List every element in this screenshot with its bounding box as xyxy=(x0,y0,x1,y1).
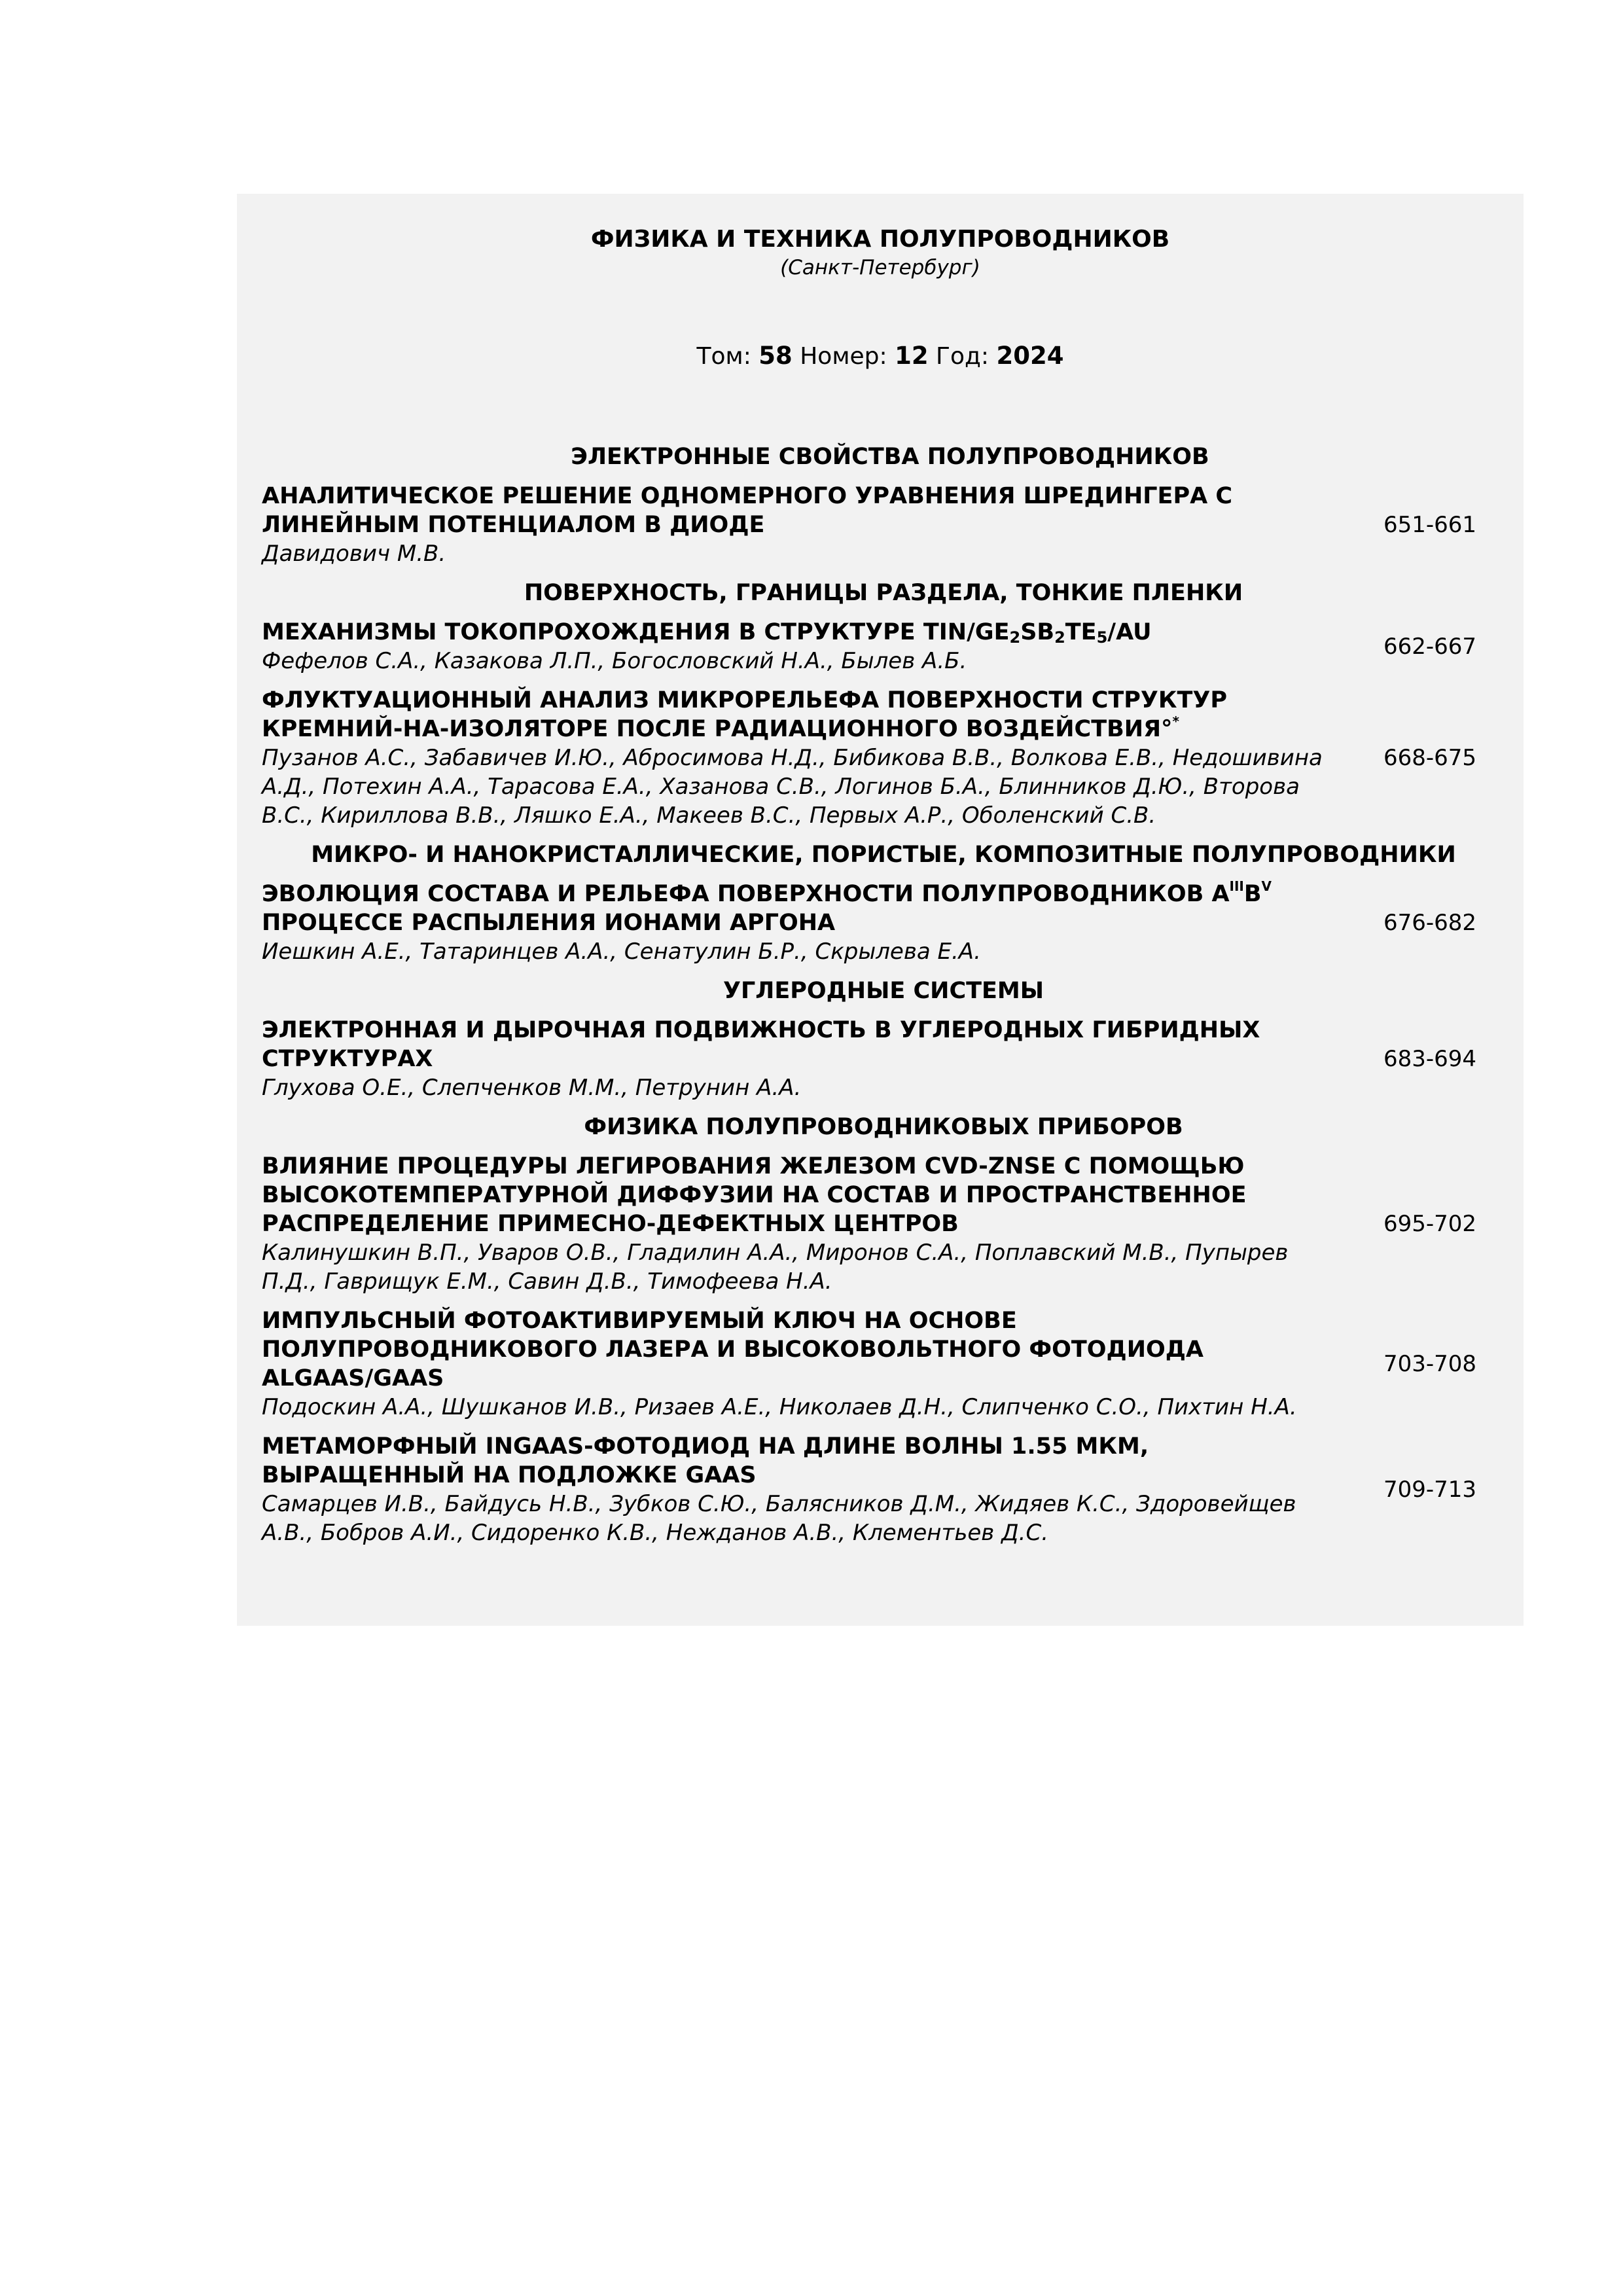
article-entry xyxy=(262,880,1505,966)
article-title[interactable]: ФЛУКТУАЦИОННЫЙ АНАЛИЗ МИКРОРЕЛЬЕФА ПОВЕРХНОСТИ СТРУКТУР КРЕМНИЙ-НА-ИЗОЛЯТОРЕ ПОСЛЕ РАДИАЦИОННОГО ВОЗДЕЙСТВИЯ°* xyxy=(262,687,1228,742)
year-value: 2024 xyxy=(996,342,1064,370)
article-entry xyxy=(262,1306,1505,1422)
article-pages: 709-713 xyxy=(1383,1477,1477,1503)
article-pages: 668-675 xyxy=(1383,745,1477,771)
article-pages: 695-702 xyxy=(1383,1211,1477,1237)
article-authors: Давидович М.В. xyxy=(262,541,446,567)
article-entry xyxy=(262,1432,1505,1547)
article-title[interactable]: МЕХАНИЗМЫ ТОКОПРОХОЖДЕНИЯ В СТРУКТУРЕ TIN/$GE_2SB_2TE_5/AU$ xyxy=(262,619,1152,647)
article-entry xyxy=(262,482,1505,568)
article-entry xyxy=(262,686,1505,830)
article-authors: Калинушкин В.П., Уваров О.В., Гладилин А.А., Миронов С.А., Поплавский М.В., Пупырев П.Д., Гаврищук Е.М., Савин Д.В., Тимофеева Н.А. xyxy=(262,1240,1289,1295)
article-entry xyxy=(262,1016,1505,1102)
section-heading: ФИЗИКА ПОЛУПРОВОДНИКОВЫХ ПРИБОРОВ xyxy=(584,1114,1183,1140)
article-title[interactable]: МЕТАМОРФНЫЙ INGAAS-ФОТОДИОД НА ДЛИНЕ ВОЛНЫ 1.55 МКМ, ВЫРАЩЕННЫЙ НА ПОДЛОЖКЕ GAAS xyxy=(262,1433,1149,1488)
journal-city: (Санкт-Петербург) xyxy=(780,256,980,279)
article-authors: Подоскин А.А., Шушканов И.В., Ризаев А.Е., Николаев Д.Н., Слипченко С.О., Пихтин Н.А. xyxy=(262,1394,1297,1420)
section-heading: МИКРО- И НАНОКРИСТАЛЛИЧЕСКИЕ, ПОРИСТЫЕ, КОМПОЗИТНЫЕ ПОЛУПРОВОДНИКИ xyxy=(311,842,1456,868)
table-of-contents xyxy=(262,442,1505,1558)
article-authors: Иешкин А.Е., Татаринцев А.А., Сенатулин Б.Р., Скрылева Е.А. xyxy=(262,939,981,965)
article-authors: Пузанов А.С., Забавичев И.Ю., Абросимова Н.Д., Бибикова В.В., Волкова Е.В., Недошивина А.Д., Потехин А.А., Тарасова Е.А., Хазанова С.В., Логинов Б.А., Блинников Д.Ю., Второва В.С., Кириллова В.В., Ляшко Е.А., Макеев В.С., Первых А.Р., Оболенский С.В. xyxy=(262,745,1323,829)
article-entry xyxy=(262,1152,1505,1296)
year-label: Год: xyxy=(936,343,990,370)
article-pages: 703-708 xyxy=(1383,1351,1477,1377)
journal-title: ФИЗИКА И ТЕХНИКА ПОЛУПРОВОДНИКОВ xyxy=(590,226,1170,253)
article-pages: 662-667 xyxy=(1383,634,1477,660)
issue-contents-panel xyxy=(237,194,1524,1626)
number-value: 12 xyxy=(895,342,929,370)
article-title[interactable]: ЭВОЛЮЦИЯ СОСТАВА И РЕЛЬЕФА ПОВЕРХНОСТИ ПОЛУПРОВОДНИКОВ $A^{III}B^V$ ПРОЦЕССЕ РАСПЫЛЕНИЯ ИОНАМИ АРГОНА xyxy=(262,878,1272,936)
number-label: Номер: xyxy=(800,343,887,370)
article-authors: Фефелов С.А., Казакова Л.П., Богословский Н.А., Былев А.Б. xyxy=(262,648,967,674)
article-authors: Самарцев И.В., Байдусь Н.В., Зубков С.Ю., Балясников Д.М., Жидяев К.С., Здоровейщев А.В., Бобров А.И., Сидоренко К.В., Нежданов А.В., Клементьев Д.С. xyxy=(262,1491,1296,1546)
article-pages: 683-694 xyxy=(1383,1046,1477,1072)
article-title[interactable]: АНАЛИТИЧЕСКОЕ РЕШЕНИЕ ОДНОМЕРНОГО УРАВНЕНИЯ ШРЕДИНГЕРА С ЛИНЕЙНЫМ ПОТЕНЦИАЛОМ В ДИОДЕ xyxy=(262,483,1233,538)
article-pages: 651-661 xyxy=(1383,512,1477,538)
article-authors: Глухова О.Е., Слепченков М.М., Петрунин А.А. xyxy=(262,1075,802,1101)
issue-info xyxy=(237,342,1524,371)
volume-value: 58 xyxy=(758,342,793,370)
article-title[interactable]: ЭЛЕКТРОННАЯ И ДЫРОЧНАЯ ПОДВИЖНОСТЬ В УГЛЕРОДНЫХ ГИБРИДНЫХ СТРУКТУРАХ xyxy=(262,1017,1260,1072)
article-title[interactable]: ВЛИЯНИЕ ПРОЦЕДУРЫ ЛЕГИРОВАНИЯ ЖЕЛЕЗОМ CVD-ZNSE С ПОМОЩЬЮ ВЫСОКОТЕМПЕРАТУРНОЙ ДИФФУЗИИ НА СОСТАВ И ПРОСТРАНСТВЕННОЕ РАСПРЕДЕЛЕНИЕ ПРИМЕСНО-ДЕФЕКТНЫХ ЦЕНТРОВ xyxy=(262,1153,1247,1237)
volume-label: Том: xyxy=(696,343,751,370)
section-heading: УГЛЕРОДНЫЕ СИСТЕМЫ xyxy=(722,978,1044,1004)
article-title[interactable]: ИМПУЛЬСНЫЙ ФОТОАКТИВИРУЕМЫЙ КЛЮЧ НА ОСНОВЕ ПОЛУПРОВОДНИКОВОГО ЛАЗЕРА И ВЫСОКОВОЛЬТНОГО ФОТОДИОДА ALGAAS/GAAS xyxy=(262,1308,1204,1391)
section-heading: ПОВЕРХНОСТЬ, ГРАНИЦЫ РАЗДЕЛА, ТОНКИЕ ПЛЕНКИ xyxy=(524,580,1243,606)
article-pages: 676-682 xyxy=(1383,910,1477,936)
article-entry xyxy=(262,618,1505,675)
section-heading: ЭЛЕКТРОННЫЕ СВОЙСТВА ПОЛУПРОВОДНИКОВ xyxy=(571,444,1209,470)
